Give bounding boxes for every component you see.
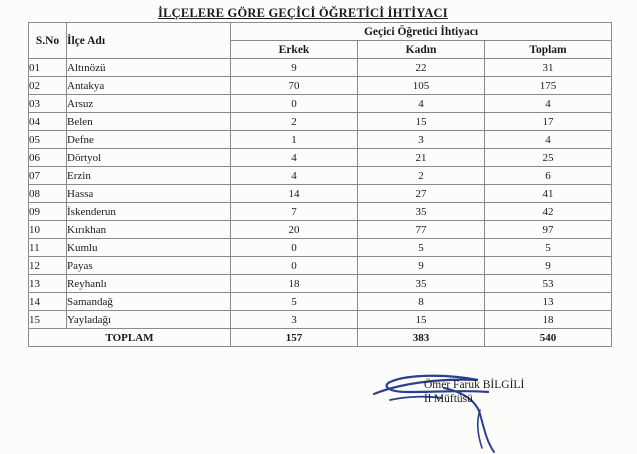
row-kadin: 22 — [358, 59, 485, 77]
table-row — [29, 275, 612, 293]
row-toplam: 5 — [485, 239, 612, 257]
row-toplam: 6 — [485, 167, 612, 185]
row-kadin: 4 — [358, 95, 485, 113]
row-ilce-name: Belen — [67, 113, 231, 131]
row-kadin: 3 — [358, 131, 485, 149]
table-row — [29, 59, 612, 77]
row-toplam: 13 — [485, 293, 612, 311]
total-row — [29, 329, 612, 347]
row-erkek: 18 — [231, 275, 358, 293]
row-sno: 03 — [29, 95, 67, 113]
header-ilce: İlçe Adı — [67, 23, 231, 59]
needs-table — [28, 22, 612, 347]
row-sno: 13 — [29, 275, 67, 293]
row-sno: 01 — [29, 59, 67, 77]
row-erkek: 20 — [231, 221, 358, 239]
table-row — [29, 257, 612, 275]
total-erkek: 157 — [231, 329, 358, 347]
row-ilce-name: Samandağ — [67, 293, 231, 311]
row-sno: 14 — [29, 293, 67, 311]
row-sno: 06 — [29, 149, 67, 167]
row-erkek: 0 — [231, 257, 358, 275]
header-erkek: Erkek — [231, 41, 358, 59]
row-ilce-name: Yayladağı — [67, 311, 231, 329]
row-ilce-name: Hassa — [67, 185, 231, 203]
table-row — [29, 95, 612, 113]
row-erkek: 70 — [231, 77, 358, 95]
row-ilce-name: Reyhanlı — [67, 275, 231, 293]
row-toplam: 17 — [485, 113, 612, 131]
row-erkek: 9 — [231, 59, 358, 77]
table-row — [29, 131, 612, 149]
table-row — [29, 239, 612, 257]
row-sno: 10 — [29, 221, 67, 239]
row-toplam: 31 — [485, 59, 612, 77]
total-toplam: 540 — [485, 329, 612, 347]
row-ilce-name: Defne — [67, 131, 231, 149]
table-row — [29, 167, 612, 185]
row-erkek: 4 — [231, 149, 358, 167]
row-erkek: 2 — [231, 113, 358, 131]
row-sno: 08 — [29, 185, 67, 203]
row-sno: 15 — [29, 311, 67, 329]
table-row — [29, 185, 612, 203]
signer-name: Ömer Faruk BİLGİLİ — [424, 379, 525, 391]
row-sno: 02 — [29, 77, 67, 95]
row-erkek: 0 — [231, 239, 358, 257]
header-toplam: Toplam — [485, 41, 612, 59]
row-kadin: 21 — [358, 149, 485, 167]
row-sno: 09 — [29, 203, 67, 221]
row-erkek: 3 — [231, 311, 358, 329]
row-kadin: 2 — [358, 167, 485, 185]
document-title: İLÇELERE GÖRE GEÇİCİ ÖĞRETİCİ İHTİYACI — [158, 6, 448, 20]
row-erkek: 14 — [231, 185, 358, 203]
row-toplam: 97 — [485, 221, 612, 239]
row-erkek: 5 — [231, 293, 358, 311]
row-ilce-name: Kırıkhan — [67, 221, 231, 239]
row-toplam: 9 — [485, 257, 612, 275]
row-toplam: 4 — [485, 95, 612, 113]
row-sno: 04 — [29, 113, 67, 131]
row-kadin: 8 — [358, 293, 485, 311]
signer-title: İl Müftüsü — [424, 393, 473, 405]
row-kadin: 35 — [358, 203, 485, 221]
row-ilce-name: Altınözü — [67, 59, 231, 77]
row-kadin: 15 — [358, 113, 485, 131]
row-ilce-name: İskenderun — [67, 203, 231, 221]
row-ilce-name: Antakya — [67, 77, 231, 95]
row-erkek: 7 — [231, 203, 358, 221]
row-kadin: 9 — [358, 257, 485, 275]
row-kadin: 35 — [358, 275, 485, 293]
row-toplam: 42 — [485, 203, 612, 221]
table-row — [29, 311, 612, 329]
row-toplam: 4 — [485, 131, 612, 149]
row-sno: 07 — [29, 167, 67, 185]
header-sno: S.No — [29, 23, 67, 59]
table-row — [29, 113, 612, 131]
row-toplam: 175 — [485, 77, 612, 95]
row-toplam: 25 — [485, 149, 612, 167]
row-ilce-name: Arsuz — [67, 95, 231, 113]
row-kadin: 5 — [358, 239, 485, 257]
row-sno: 11 — [29, 239, 67, 257]
row-erkek: 1 — [231, 131, 358, 149]
row-erkek: 0 — [231, 95, 358, 113]
total-kadin: 383 — [358, 329, 485, 347]
row-toplam: 53 — [485, 275, 612, 293]
row-kadin: 105 — [358, 77, 485, 95]
row-erkek: 4 — [231, 167, 358, 185]
table-row — [29, 293, 612, 311]
header-row-top — [29, 23, 612, 41]
row-kadin: 27 — [358, 185, 485, 203]
header-kadin: Kadın — [358, 41, 485, 59]
table-row — [29, 77, 612, 95]
row-toplam: 41 — [485, 185, 612, 203]
row-kadin: 77 — [358, 221, 485, 239]
total-label: TOPLAM — [29, 329, 231, 347]
row-toplam: 18 — [485, 311, 612, 329]
row-ilce-name: Dörtyol — [67, 149, 231, 167]
row-ilce-name: Kumlu — [67, 239, 231, 257]
table-row — [29, 203, 612, 221]
row-sno: 05 — [29, 131, 67, 149]
row-kadin: 15 — [358, 311, 485, 329]
table-body — [29, 59, 612, 329]
table-row — [29, 221, 612, 239]
signer-block — [424, 378, 524, 406]
row-ilce-name: Payas — [67, 257, 231, 275]
table-row — [29, 149, 612, 167]
row-ilce-name: Erzin — [67, 167, 231, 185]
header-group: Geçici Öğretici İhtiyacı — [231, 23, 612, 41]
row-sno: 12 — [29, 257, 67, 275]
